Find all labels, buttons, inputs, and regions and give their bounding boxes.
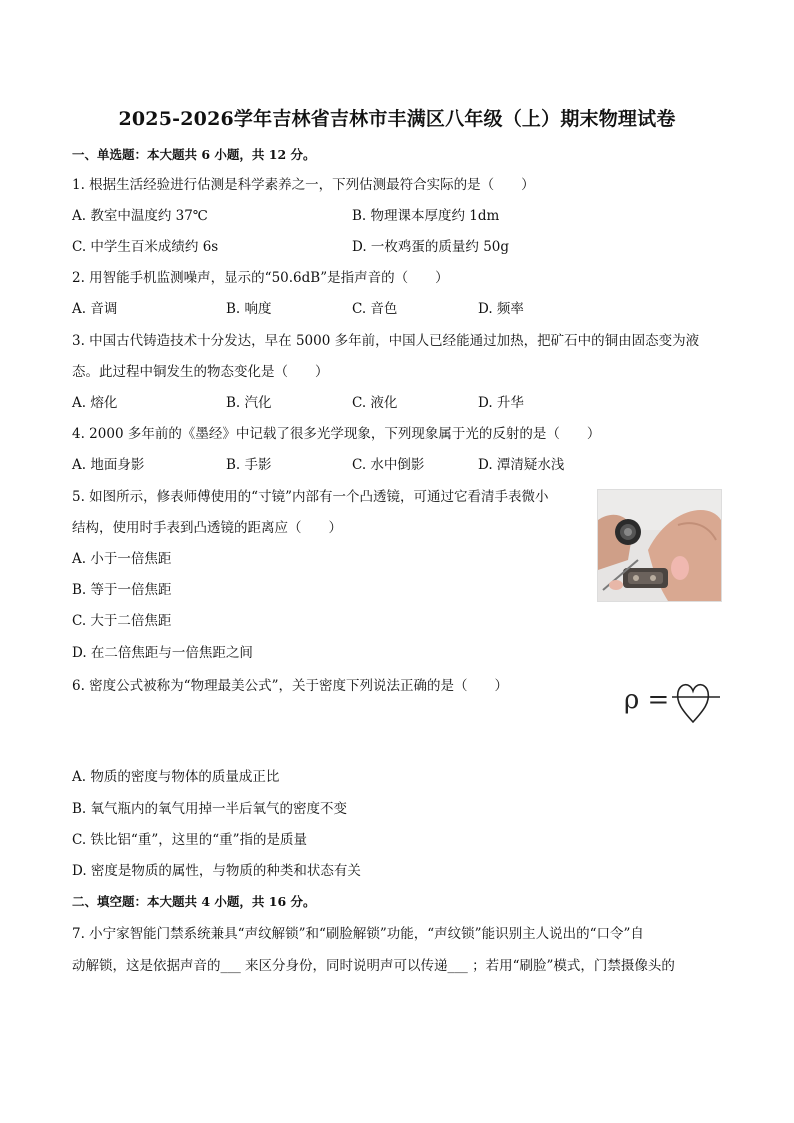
question-7-line-1: 7. 小宁家智能门禁系统兼具“声纹解锁”和“刷脸解锁”功能，“声纹锁”能识别主人说出的“口令”自: [72, 926, 644, 942]
watch-repair-photo: [597, 489, 722, 602]
question-2-option-d: D. 频率: [478, 301, 524, 317]
question-3-option-b: B. 汽化: [226, 395, 272, 411]
question-5-option-d: D. 在二倍焦距与一倍焦距之间: [72, 645, 253, 661]
question-4-stem: 4. 2000 多年前的《墨经》中记载了很多光学现象，下列现象属于光的反射的是（ ）: [72, 426, 601, 442]
question-6-option-c: C. 铁比铝“重”，这里的“重”指的是质量: [72, 832, 308, 848]
question-1-option-c: C. 中学生百米成绩约 6s: [72, 239, 219, 255]
heart-icon: [678, 685, 709, 722]
question-2-option-a: A. 音调: [72, 301, 118, 317]
question-1-option-d: D. 一枚鸡蛋的质量约 50g: [352, 239, 510, 255]
question-3-stem-line-1: 3. 中国古代铸造技术十分发达，早在 5000 多年前，中国人已经能通过加热，把矿石中的铜由固态变为液: [72, 333, 700, 349]
question-6-stem: 6. 密度公式被称为“物理最美公式”，关于密度下列说法正确的是（ ）: [72, 678, 508, 694]
question-5-option-c: C. 大于二倍焦距: [72, 613, 172, 629]
question-4-option-d: D. 潭清疑水浅: [478, 457, 565, 473]
question-5-option-b: B. 等于一倍焦距: [72, 582, 172, 598]
question-5-stem-line-1: 5. 如图所示，修表师傅使用的“寸镜”内部有一个凸透镜，可通过它看清手表微小: [72, 489, 549, 505]
density-formula-heart: [622, 672, 722, 728]
section-heading-single-choice: 一、单选题：本大题共 6 小题，共 12 分。: [72, 147, 316, 162]
question-1-stem: 1. 根据生活经验进行估测是科学素养之一，下列估测最符合实际的是（ ）: [72, 177, 535, 193]
question-3-option-d: D. 升华: [478, 395, 524, 411]
question-4-option-c: C. 水中倒影: [352, 457, 425, 473]
question-4-option-a: A. 地面身影: [72, 457, 145, 473]
question-3-stem-line-2: 态。此过程中铜发生的物态变化是（ ）: [72, 364, 329, 380]
formula-symbol: ρ =: [624, 685, 670, 715]
question-1-option-b: B. 物理课本厚度约 1dm: [352, 208, 500, 224]
question-2-stem: 2. 用智能手机监测噪声，显示的“50.6dB”是指声音的（ ）: [72, 270, 449, 286]
question-1-option-a: A. 教室中温度约 37℃: [72, 208, 208, 224]
question-3-option-a: A. 熔化: [72, 395, 118, 411]
question-6-option-b: B. 氧气瓶内的氧气用掉一半后氧气的密度不变: [72, 801, 348, 817]
question-2-option-c: C. 音色: [352, 301, 398, 317]
question-3-option-c: C. 液化: [352, 395, 398, 411]
section-heading-fill-blank: 二、填空题：本大题共 4 小题，共 16 分。: [72, 894, 316, 909]
question-7-line-2: 动解锁，这是依据声音的___ 来区分身份，同时说明声可以传递___ ；若用“刷脸”模式，门禁摄像头的: [72, 958, 675, 974]
question-2-option-b: B. 响度: [226, 301, 272, 317]
question-5-stem-line-2: 结构，使用时手表到凸透镜的距离应（ ）: [72, 520, 342, 536]
question-5-option-a: A. 小于一倍焦距: [72, 551, 172, 567]
question-6-option-a: A. 物质的密度与物体的质量成正比: [72, 769, 280, 785]
question-4-option-b: B. 手影: [226, 457, 272, 473]
exam-title: 2025-2026学年吉林省吉林市丰满区八年级（上）期末物理试卷: [118, 108, 676, 130]
question-6-option-d: D. 密度是物质的属性，与物质的种类和状态有关: [72, 863, 361, 879]
